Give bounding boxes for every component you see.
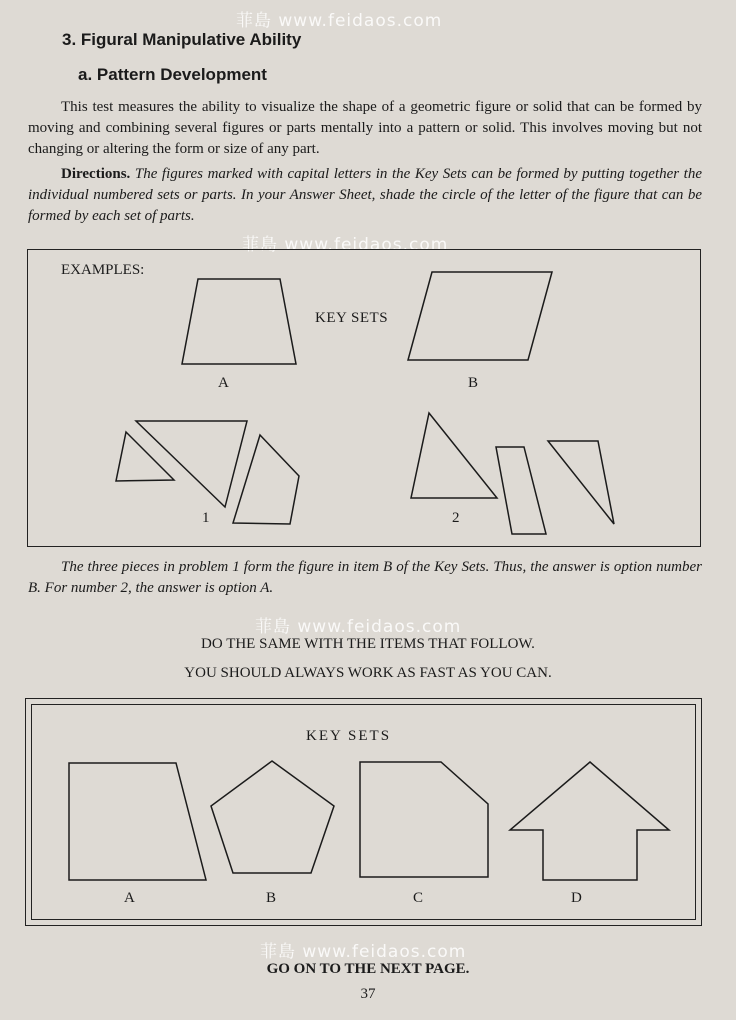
key-label-c: C <box>413 890 424 906</box>
example-problem-label-1: 1 <box>202 510 210 526</box>
example-problem-label-2: 2 <box>452 510 460 526</box>
example-key-label-b: B <box>468 375 479 391</box>
sub-heading: a. Pattern Development <box>78 65 267 84</box>
instruction-line-2: YOU SHOULD ALWAYS WORK AS FAST AS YOU CAN. <box>184 665 552 681</box>
explanation-paragraph: The three pieces in problem 1 form the figure in item B of the Key Sets. Thus, the answer is option number B. For number 2, the answer is option A. <box>28 559 702 596</box>
key-shape-b-pentagon <box>211 761 334 873</box>
watermark-text: 菲島 www.feidaos.com <box>260 942 467 962</box>
key-shape-c-cut-square <box>360 762 488 877</box>
example-key-label-a: A <box>218 375 229 391</box>
page-number: 37 <box>360 986 376 1002</box>
watermark-text: 菲島 www.feidaos.com <box>236 11 443 31</box>
key-shape-d-arrow <box>510 762 669 880</box>
key-sets-label: KEY SETS <box>306 728 392 744</box>
watermark-text: 菲島 www.feidaos.com <box>242 235 449 255</box>
examples-key-sets-label: KEY SETS <box>315 310 389 326</box>
directions-label: Directions. <box>61 166 131 182</box>
key-label-b: B <box>266 890 277 906</box>
watermark-text: 菲島 www.feidaos.com <box>255 617 462 637</box>
key-shape-a-trapezoid <box>69 763 206 880</box>
key-label-a: A <box>124 890 135 906</box>
key-label-d: D <box>571 890 582 906</box>
directions-text: The figures marked with capital letters in the Key Sets can be formed by putting together the individual numbered sets or parts. In your Answer Sheet, shade the circle of the letter of the figure that can be formed by each set of parts. <box>28 166 703 224</box>
instruction-line-1: DO THE SAME WITH THE ITEMS THAT FOLLOW. <box>201 636 535 652</box>
footer-next-page: GO ON TO THE NEXT PAGE. <box>266 961 470 977</box>
examples-label: EXAMPLES: <box>61 262 145 278</box>
section-heading: 3. Figural Manipulative Ability <box>62 30 302 49</box>
intro-paragraph: This test measures the ability to visualize the shape of a geometric figure or solid that can be formed by moving and combining several figures or parts mentally into a pattern or solid. This involves moving but not changing or altering the form or size of any part. <box>28 99 702 157</box>
